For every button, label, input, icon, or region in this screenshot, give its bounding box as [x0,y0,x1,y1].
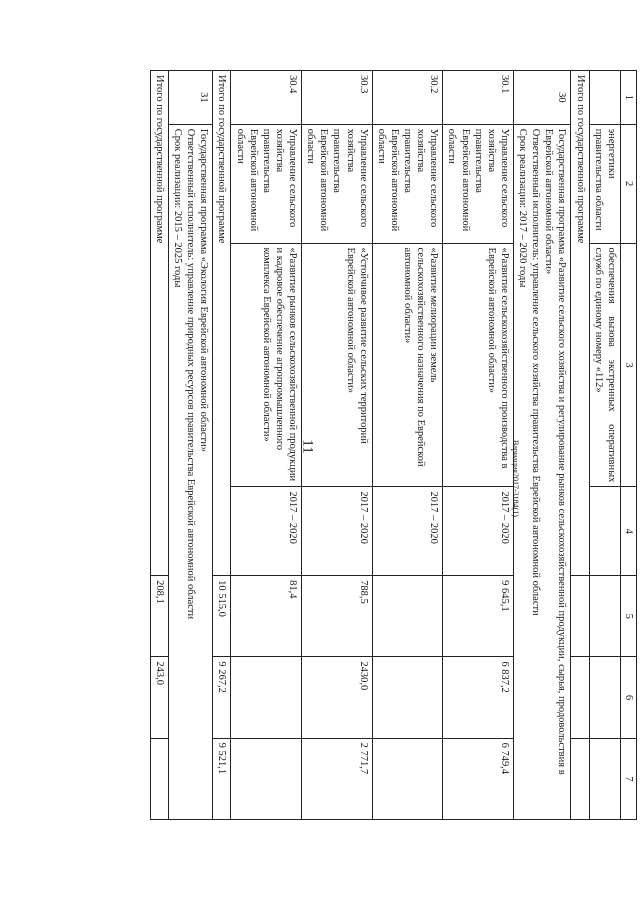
cell-num: 30.2 [372,71,443,125]
total-label: Итого по государственной программе [150,71,168,576]
cell-v7 [589,738,620,819]
cell-period: 2017 – 2020 [231,487,302,576]
table-header-row [620,71,636,820]
table-row [372,71,443,820]
cell-num: 30.3 [302,71,373,125]
table-row [302,71,373,820]
document-code: Вариация2017-3184(1) [511,440,520,517]
cell-period: 2017 – 2020 [443,487,514,576]
cell-v6 [372,657,443,738]
total-v5: 10 515,0 [213,576,231,657]
cell-name: «Развитие сельскохозяйственного производства в Еврейской автономной области» [443,243,514,487]
program-number: 30 [514,71,572,125]
total-v6: 9 267,2 [213,657,231,738]
cell-v5: 9 645,1 [443,576,514,657]
cell-v7 [231,738,302,819]
cell-name: «Развитие рынков сельскохозяйственной продукции и кадровое обеспечение агропромышленного комплекса Еврейской автономной области» [231,243,302,487]
cell-v5 [372,576,443,657]
cell-v6: 2430,0 [302,657,373,738]
cell-v5: 81,4 [231,576,302,657]
page-number: 11 [299,439,316,454]
program-description: Государственная программа «Экология Еврейской автономной области» Ответственный исполнитель: управление природных ресурсов правительства Еврейской автономной области Срок реализации: 2015 – 2025 годы [169,124,213,819]
total-label: Итого по государственной программе [571,71,589,576]
cell-v7 [372,738,443,819]
cell-org: Управление сельского хозяйства правительства Еврейской автономной области [372,124,443,243]
cell-num: 30.1 [443,71,514,125]
cell-v7: 2 771,7 [302,738,373,819]
total-v6: 243,0 [150,657,168,738]
total-v7 [571,738,589,819]
cell-v6 [589,657,620,738]
table-row [231,71,302,820]
header-cell: 7 [620,738,636,819]
total-v5 [571,576,589,657]
cell-v5: 788,5 [302,576,373,657]
cell-v6 [231,657,302,738]
total-row [150,71,168,820]
cell-period: 2017 – 2020 [372,487,443,576]
header-cell: 3 [620,243,636,487]
cell-v5 [589,576,620,657]
header-cell: 1 [620,71,636,125]
cell-org: Управление сельского хозяйства правительства Еврейской автономной области [443,124,514,243]
header-cell: 4 [620,487,636,576]
cell-period: 2017 – 2020 [302,487,373,576]
total-v7 [150,738,168,819]
total-v7: 9 521,1 [213,738,231,819]
total-v6 [571,657,589,738]
cell-num: 30.4 [231,71,302,125]
cell-v6: 6 837,2 [443,657,514,738]
cell-v7: 6 749,4 [443,738,514,819]
cell-name: «Устойчивое развитие сельских территорий Еврейской автономной области» [302,243,373,487]
program-row [169,71,213,820]
header-cell: 2 [620,124,636,243]
program-description: Государственная программа «Развитие сельского хозяйства и регулирование рынков сельскохозяйственной продукции, сырья, продовольствия в Еврейской автономной области» Ответственный исполнитель: управление сельского хозяйства правительства Еврейской автономной области Срок реализации: 2017 – 2020 годы [514,124,572,819]
total-label: Итого по государственной программе [213,71,231,576]
table-row [589,71,620,820]
header-cell: 5 [620,576,636,657]
cell-num [589,71,620,125]
total-row [571,71,589,820]
cell-name: обеспечения вызова экстренных оперативных служб по единому номеру «112» [589,243,620,487]
program-row [514,71,572,820]
cell-name: «Развитие мелиорации земель сельскохозяйственного назначения по Еврейской автономной области» [372,243,443,487]
total-v5: 208,1 [150,576,168,657]
header-cell: 6 [620,657,636,738]
cell-period [589,487,620,576]
rotated-table-container [117,70,637,820]
cell-org: Управление сельского хозяйства правительства Еврейской автономной области [231,124,302,243]
cell-org: энергетики правительства области [589,124,620,243]
program-number: 31 [169,71,213,125]
program-table [150,70,637,820]
table-row [443,71,514,820]
total-row [213,71,231,820]
cell-org: Управление сельского хозяйства правительства Еврейской автономной области [302,124,373,243]
